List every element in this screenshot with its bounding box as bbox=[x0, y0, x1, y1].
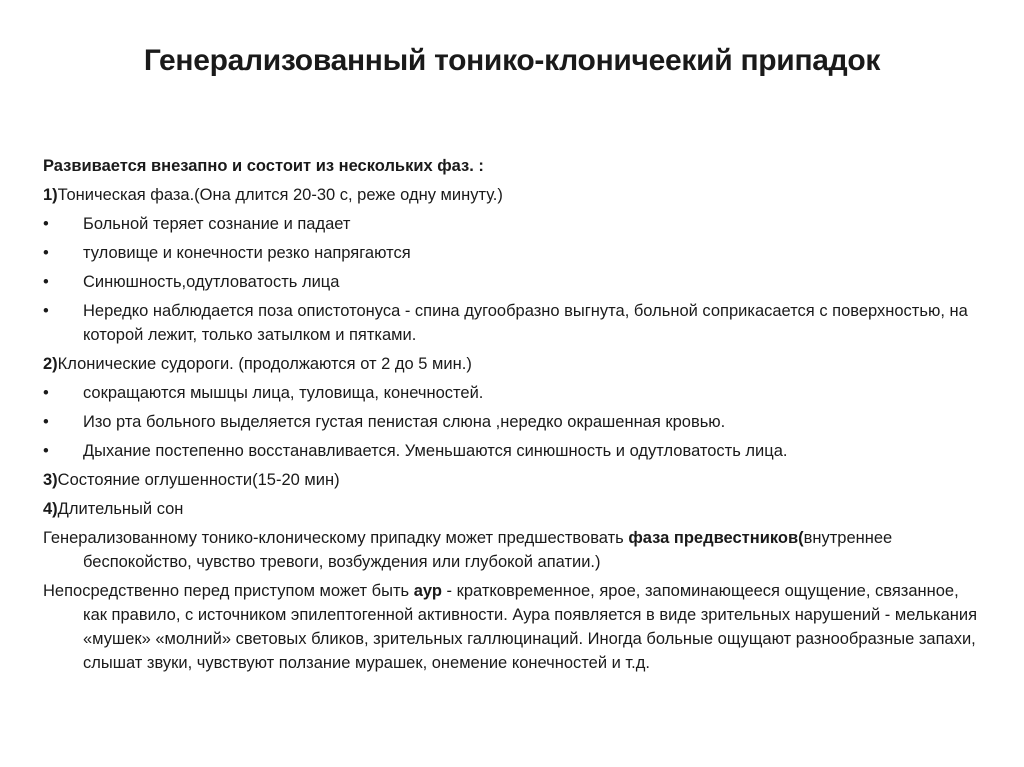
phase-2-number: 2) bbox=[43, 355, 58, 373]
phase-4-text: Длительный сон bbox=[57, 500, 184, 518]
list-item-text: Больной теряет сознание и падает bbox=[83, 215, 351, 233]
bullet-icon: • bbox=[43, 442, 49, 460]
aura-text-pre: Непосредственно перед приступом может быть bbox=[43, 582, 414, 600]
list-item bbox=[43, 439, 983, 463]
list-item-text: сокращаются мышцы лица, туловища, конечностей. bbox=[83, 384, 484, 402]
list-item-text: Нередко наблюдается поза опистотонуса - спина дугообразно выгнута, больной соприкасается с поверхностью, на которой лежит, только затылком и пятками. bbox=[83, 302, 968, 344]
slide-title: Генерализованный тонико-клоничеекий припадок bbox=[143, 44, 881, 77]
prodrome-text-post: внутреннее беспокойство, чувство тревоги, возбуждения или глубокой апатии.) bbox=[83, 529, 893, 571]
bullet-icon: • bbox=[43, 413, 49, 431]
bullet-icon: • bbox=[43, 215, 49, 233]
list-item bbox=[43, 270, 983, 294]
prodrome-term: фаза предвестников( bbox=[628, 529, 804, 547]
list-item bbox=[43, 299, 983, 347]
list-item-text: туловище и конечности резко напрягаются bbox=[83, 244, 411, 262]
list-item-text: Дыхание постепенно восстанавливается. Уменьшаются синюшность и одутловатость лица. bbox=[83, 442, 788, 460]
phase-3-heading bbox=[43, 468, 983, 492]
phase-3-number: 3) bbox=[43, 471, 58, 489]
prodrome-paragraph bbox=[43, 526, 983, 574]
list-item bbox=[43, 381, 983, 405]
list-item bbox=[43, 212, 983, 236]
list-item bbox=[43, 410, 983, 434]
bullet-icon: • bbox=[43, 384, 49, 402]
list-item bbox=[43, 241, 983, 265]
bullet-icon: • bbox=[43, 302, 49, 320]
aura-paragraph bbox=[43, 579, 983, 675]
phase-1-number: 1) bbox=[43, 186, 58, 204]
phase-3-text: Состояние оглушенности(15-20 мин) bbox=[57, 471, 340, 489]
phase-2-heading bbox=[43, 352, 983, 376]
phase-4-number: 4) bbox=[43, 500, 58, 518]
phase-1-text: Тоническая фаза.(Она длится 20-30 с, реже одну минуту.) bbox=[57, 186, 503, 204]
list-item-text: Изо рта больного выделяется густая пенистая слюна ,нередко окрашенная кровью. bbox=[83, 413, 726, 431]
aura-term: аур bbox=[413, 582, 442, 600]
intro-text: Развивается внезапно и состоит из нескольких фаз. : bbox=[43, 157, 484, 175]
phase-2-text: Клонические судороги. (продолжаются от 2 до 5 мин.) bbox=[57, 355, 472, 373]
bullet-icon: • bbox=[43, 273, 49, 291]
slide-body bbox=[43, 154, 983, 680]
aura-text-post: - кратковременное, ярое, запоминающееся ощущение, связанное, как правило, с источником эпилептогенной активности. Аура появляется в виде зрительных нарушений - мелькания «мушек» «молний» световых бликов, зрительных галлюцинаций. Иногда больные ощущают разнообразные запахи, слышат звуки, чувствуют ползание мурашек, онемение конечностей и т.д. bbox=[83, 582, 978, 672]
phase-4-heading bbox=[43, 497, 983, 521]
phase-1-heading bbox=[43, 183, 983, 207]
list-item-text: Синюшность,одутловатость лица bbox=[83, 273, 340, 291]
prodrome-text-pre: Генерализованному тонико-клоническому припадку может предшествовать bbox=[43, 529, 629, 547]
bullet-icon: • bbox=[43, 244, 49, 262]
